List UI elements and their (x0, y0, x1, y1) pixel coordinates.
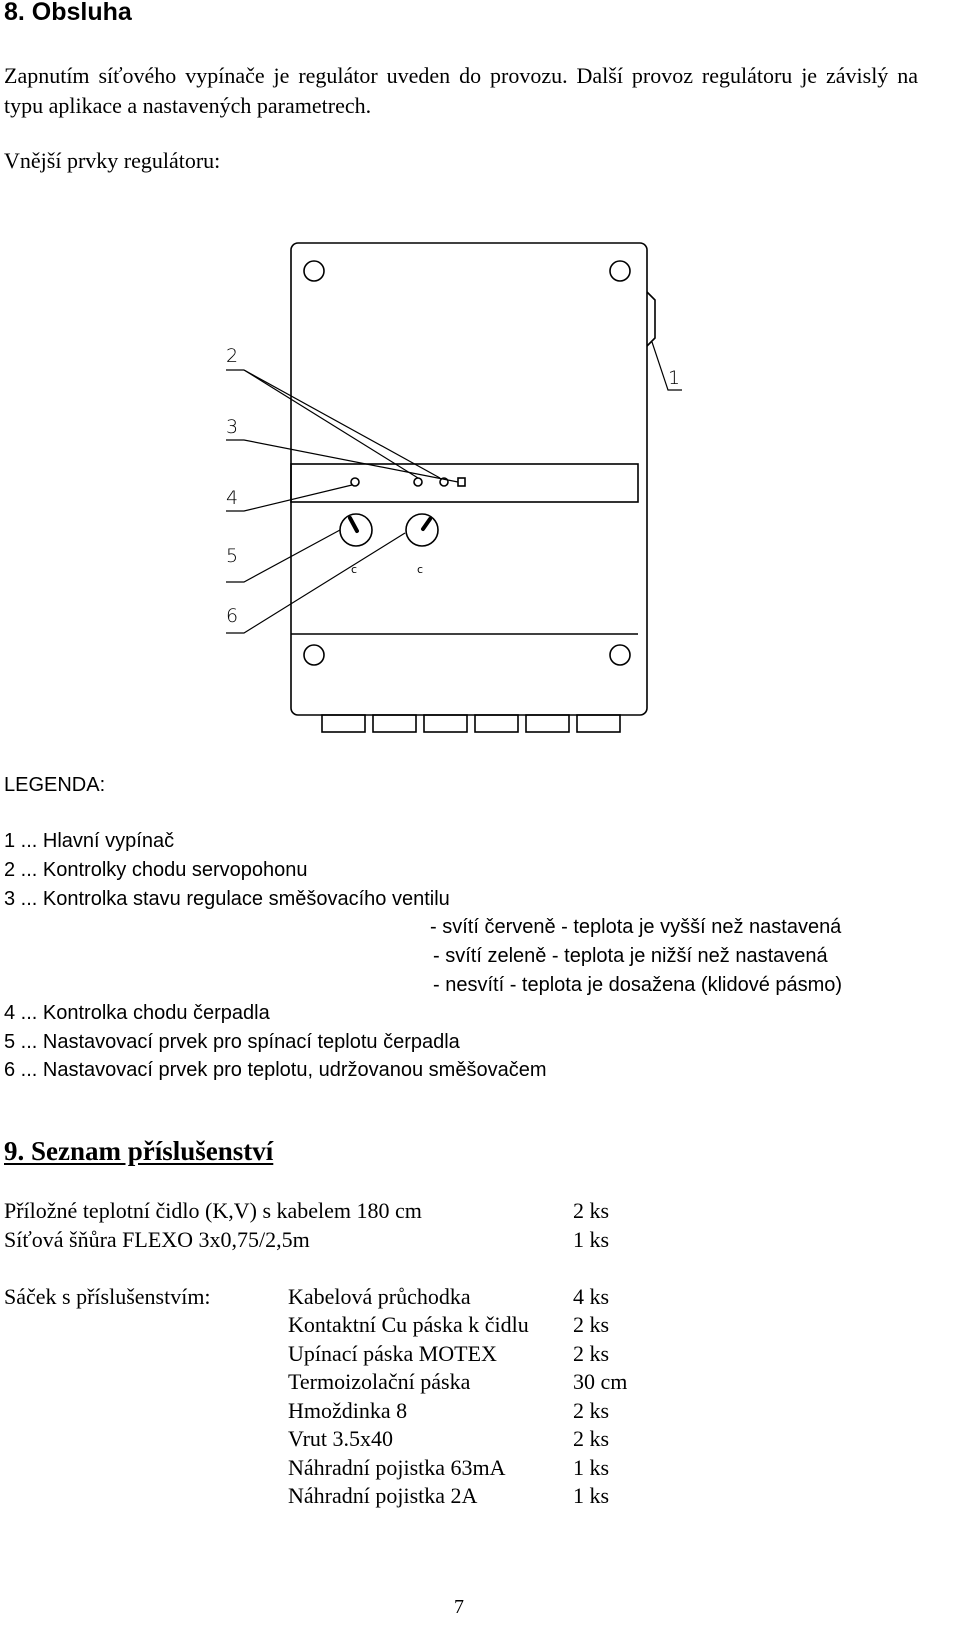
legend-item: 2 ... Kontrolky chodu servopohonu (4, 859, 308, 881)
bag-item-qty: 2 ks (573, 1398, 610, 1423)
legend-item: 1 ... Hlavní vypínač (4, 830, 175, 852)
callout-5: 5 (226, 545, 239, 567)
legend-item: 4 ... Kontrolka chodu čerpadla (4, 1002, 270, 1024)
housing-outline (291, 243, 647, 715)
bag-item-name: Vrut 3.5x40 (288, 1426, 394, 1451)
accessory-name: Příložné teplotní čidlo (K,V) s kabelem 180 cm (4, 1198, 422, 1223)
cable-gland (577, 715, 620, 732)
bag-label: Sáček s příslušenstvím: (4, 1284, 211, 1309)
callout-1: 1 (668, 367, 681, 389)
callout-6: 6 (226, 605, 239, 627)
legend-item: 6 ... Nastavovací prvek pro teplotu, udržovanou směšovačem (4, 1059, 547, 1081)
page-number: 7 (454, 1596, 464, 1618)
callout-3: 3 (226, 416, 239, 438)
regulator-drawing (210, 230, 700, 750)
legend-sub-item: - nesvítí - teplota je dosažena (klidové pásmo) (433, 974, 843, 996)
screw-icon (304, 261, 324, 281)
bag-item-qty: 2 ks (573, 1341, 610, 1366)
cable-gland (475, 715, 518, 732)
servo-lamp (414, 478, 422, 486)
bag-item-name: Upínací páska MOTEX (288, 1341, 497, 1366)
bag-item-qty: 1 ks (573, 1483, 610, 1508)
section-9-heading: 9. Seznam příslušenství (4, 1136, 274, 1166)
bag-item-name: Kabelová průchodka (288, 1284, 471, 1309)
bag-item-name: Termoizolační páska (288, 1369, 471, 1394)
cable-gland (373, 715, 416, 732)
screw-icon (610, 261, 630, 281)
accessory-qty: 2 ks (573, 1198, 610, 1223)
accessory-qty: 1 ks (573, 1227, 610, 1252)
external-elements-label: Vnější prvky regulátoru: (4, 148, 221, 173)
cable-gland (526, 715, 569, 732)
legend-sub-item: - svítí zeleně - teplota je nižší než nastavená (433, 945, 828, 967)
bag-item-qty: 2 ks (573, 1426, 610, 1451)
cable-gland (322, 715, 365, 732)
legend-sub-item: - svítí červeně - teplota je vyšší než nastavená (430, 916, 842, 938)
callout-4: 4 (226, 487, 239, 509)
cable-gland (424, 715, 467, 732)
bag-item-qty: 4 ks (573, 1284, 610, 1309)
bag-item-name: Kontaktní Cu páska k čidlu (288, 1312, 529, 1337)
bag-item-name: Náhradní pojistka 2A (288, 1483, 478, 1508)
legend-item: 3 ... Kontrolka stavu regulace směšovacího ventilu (4, 888, 450, 910)
screw-icon (304, 645, 324, 665)
section-8-heading: 8. Obsluha (4, 0, 132, 26)
bag-item-qty: 2 ks (573, 1312, 610, 1337)
screw-icon (610, 645, 630, 665)
callout-2: 2 (226, 345, 239, 367)
bag-item-name: Náhradní pojistka 63mA (288, 1455, 506, 1480)
accessory-name: Síťová šňůra FLEXO 3x0,75/2,5m (4, 1227, 310, 1252)
pump-lamp (351, 478, 359, 486)
knob-mark: c (351, 563, 358, 576)
legend-item: 5 ... Nastavovací prvek pro spínací teplotu čerpadla (4, 1031, 460, 1053)
bag-item-qty: 30 cm (573, 1369, 628, 1394)
bag-item-qty: 1 ks (573, 1455, 610, 1480)
legend-title: LEGENDA: (4, 774, 106, 796)
intro-paragraph: Zapnutím síťového vypínače je regulátor uveden do provozu. Další provoz regulátoru je závislý na typu aplikace a nastavených parametrech. (4, 63, 918, 118)
state-lamp (458, 478, 465, 486)
main-switch (647, 292, 655, 346)
bag-item-name: Hmoždinka 8 (288, 1398, 408, 1423)
knob-mark: c (417, 563, 424, 576)
